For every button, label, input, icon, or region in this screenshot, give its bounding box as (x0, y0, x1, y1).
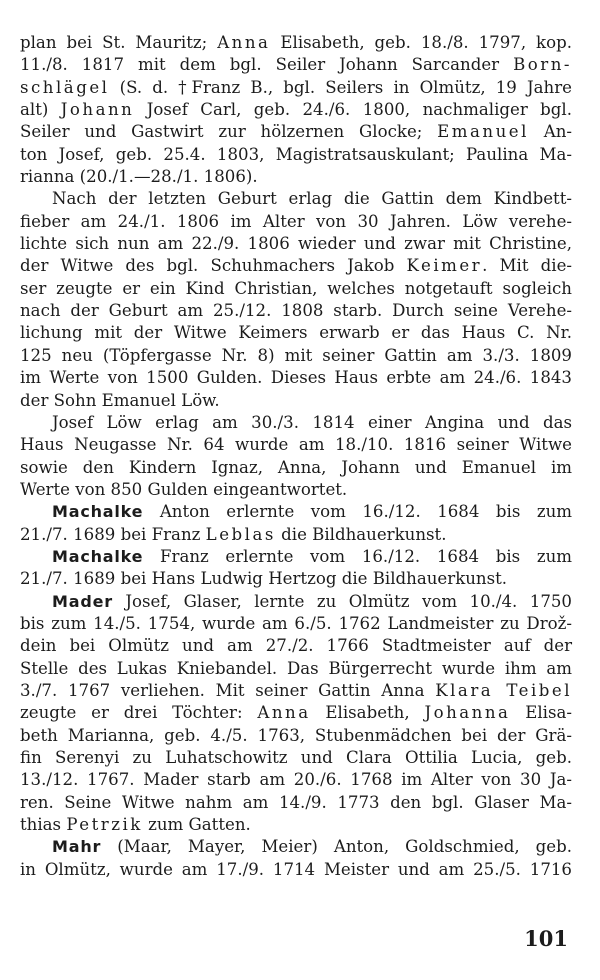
line-text: sowie den Kindern Ignaz, Anna, Johann und Emanuel im (20, 457, 572, 477)
spaced-name: Johann (60, 100, 135, 120)
line-text: plan bei St. Mauritz; (20, 33, 218, 52)
text-line (20, 568, 572, 590)
text-line (20, 591, 572, 613)
line-text: fin Serenyi zu Luhatschowitz und Clara Ottilia Lucia, geb. (20, 748, 572, 767)
line-text: nach der Geburt am 25./12. 1808 starb. Durch seine Verehe- (20, 301, 572, 321)
text-line (20, 412, 572, 434)
text-line (20, 255, 572, 277)
line-text: Werte von 850 Gulden eingeantwortet. (20, 479, 348, 499)
text-line (20, 769, 572, 791)
line-text: rianna (20./1.—28./1. 1806). (20, 167, 258, 187)
spaced-name: Machalke (52, 502, 144, 522)
spaced-name: Emanuel (437, 122, 529, 142)
text-line (20, 859, 572, 881)
text-line (20, 390, 572, 412)
spaced-name: Born- (513, 55, 572, 75)
line-text: Josef Löw erlag am 30./3. 1814 einer Angina und das (52, 412, 572, 432)
spaced-name: Johanna (424, 703, 511, 723)
text-line (20, 434, 572, 456)
spaced-name: Anna (257, 703, 311, 723)
line-text: ser zeugte er ein Kind Christian, welches notgetauft sogleich (20, 278, 572, 298)
text-line (20, 188, 572, 210)
line-text: Nach der letzten Geburt erlag die Gattin dem Kindbett- (52, 189, 572, 209)
text-line (20, 211, 572, 233)
line-text: alt) (20, 100, 61, 120)
spaced-name: Machalke (52, 546, 144, 566)
text-line (20, 32, 572, 54)
page-number: 101 (524, 926, 568, 951)
line-text: 3./7. 1767 verliehen. Mit seiner Gattin Anna (20, 680, 436, 700)
line-text: 21./7. 1689 bei Hans Ludwig Hertzog die Bildhauerkunst. (20, 569, 508, 589)
line-text-tail: Josef Carl, geb. 24./6. 1800, nachmaliger bgl. (134, 100, 572, 120)
text-line (20, 479, 572, 501)
text-line (20, 814, 572, 836)
line-text: 11./8. 1817 mit dem bgl. Seiler Johann Sarcander (20, 55, 514, 75)
line-text: lichte sich nun am 22./9. 1806 wieder und zwar mit Christine, (20, 234, 572, 254)
text-line (20, 702, 572, 724)
line-text-tail: (Maar, Mayer, Meier) Anton, Goldschmied, geb. (101, 837, 572, 857)
text-line (20, 635, 572, 657)
text-line (20, 658, 572, 680)
text-line (20, 278, 572, 300)
text-line (20, 613, 572, 635)
text-line (20, 121, 572, 143)
line-text: beth Marianna, geb. 4./5. 1763, Stubenmädchen bei der Grä- (20, 725, 572, 745)
spaced-name: Mader (52, 591, 113, 611)
line-text-tail: . Mit die- (482, 256, 572, 276)
text-line (20, 836, 572, 858)
line-text-tail: zum Gatten. (142, 815, 251, 835)
line-text: im Werte von 1500 Gulden. Dieses Haus erbte am 24./6. 1843 (20, 368, 572, 388)
line-text-tail: Elisa- (510, 703, 572, 723)
text-line (20, 166, 572, 188)
line-text: 125 neu (Töpfergasse Nr. 8) mit seiner Gattin am 3./3. 1809 (20, 345, 572, 365)
line-text: ren. Seine Witwe nahm am 14./9. 1773 den bgl. Glaser Ma- (20, 792, 572, 812)
line-text: bis zum 14./5. 1754, wurde am 6./5. 1762 Landmeister zu Drož- (20, 613, 572, 633)
text-line (20, 144, 572, 166)
text-line (20, 546, 572, 568)
line-text: Seiler und Gastwirt zur hölzernen Glocke; (20, 122, 438, 142)
spaced-name: Leblas (205, 524, 276, 544)
line-text: 13./12. 1767. Mader starb am 20./6. 1768 im Alter von 30 Ja- (20, 770, 572, 790)
body-text (20, 32, 572, 881)
spaced-name: schlägel (20, 77, 110, 97)
line-text-tail: Josef, Glaser, lernte zu Olmütz vom 10./4. 1750 (112, 591, 572, 611)
text-line (20, 77, 572, 99)
line-text: 21./7. 1689 bei Franz (20, 524, 206, 544)
line-text: der Sohn Emanuel Löw. (20, 390, 220, 410)
line-text: zeugte er drei Töchter: (20, 703, 258, 723)
line-text: dein bei Olmütz und am 27./2. 1766 Stadtmeister auf der (20, 636, 572, 656)
line-text-tail: die Bildhauerkunst. (275, 524, 447, 544)
line-text-tail: Franz erlernte vom 16./12. 1684 bis zum (143, 546, 572, 566)
text-line (20, 725, 572, 747)
text-line (20, 345, 572, 367)
text-line (20, 680, 572, 702)
line-text: fieber am 24./1. 1806 im Alter von 30 Jahren. Löw verehe- (20, 211, 572, 231)
text-line (20, 501, 572, 523)
line-text-tail: An- (528, 122, 572, 142)
text-line (20, 300, 572, 322)
line-text-tail: Elisabeth, geb. 18./8. 1797, kop. (270, 33, 573, 52)
text-line (20, 457, 572, 479)
spaced-name: Petrzik (66, 815, 143, 835)
text-line (20, 99, 572, 121)
text-line (20, 747, 572, 769)
text-line (20, 54, 572, 76)
line-text: thias (20, 815, 67, 835)
line-text: ton Josef, geb. 25.4. 1803, Magistratsauskulant; Paulina Ma- (20, 144, 572, 164)
line-text-tail: Anton erlernte vom 16./12. 1684 bis zum (143, 502, 572, 522)
line-text: in Olmütz, wurde am 17./9. 1714 Meister und am 25./5. 1716 (20, 859, 572, 879)
spaced-name: Anna (217, 33, 271, 52)
text-line (20, 792, 572, 814)
text-line (20, 233, 572, 255)
text-line (20, 524, 572, 546)
text-line (20, 322, 572, 344)
spaced-name: Mahr (52, 837, 102, 857)
spaced-name: Klara Teibel (435, 680, 572, 700)
line-text-mid: Elisabeth, (310, 703, 425, 723)
line-text-tail: (S. d. †Franz B., bgl. Seilers in Olmütz, 19 Jahre (109, 77, 572, 97)
line-text: lichung mit der Witwe Keimers erwarb er das Haus C. Nr. (20, 323, 572, 343)
spaced-name: Keimer (406, 256, 483, 276)
text-line (20, 367, 572, 389)
line-text: Stelle des Lukas Kniebandel. Das Bürgerrecht wurde ihm am (20, 658, 572, 678)
line-text: der Witwe des bgl. Schuhmachers Jakob (20, 256, 407, 276)
line-text: Haus Neugasse Nr. 64 wurde am 18./10. 1816 seiner Witwe (20, 435, 572, 455)
